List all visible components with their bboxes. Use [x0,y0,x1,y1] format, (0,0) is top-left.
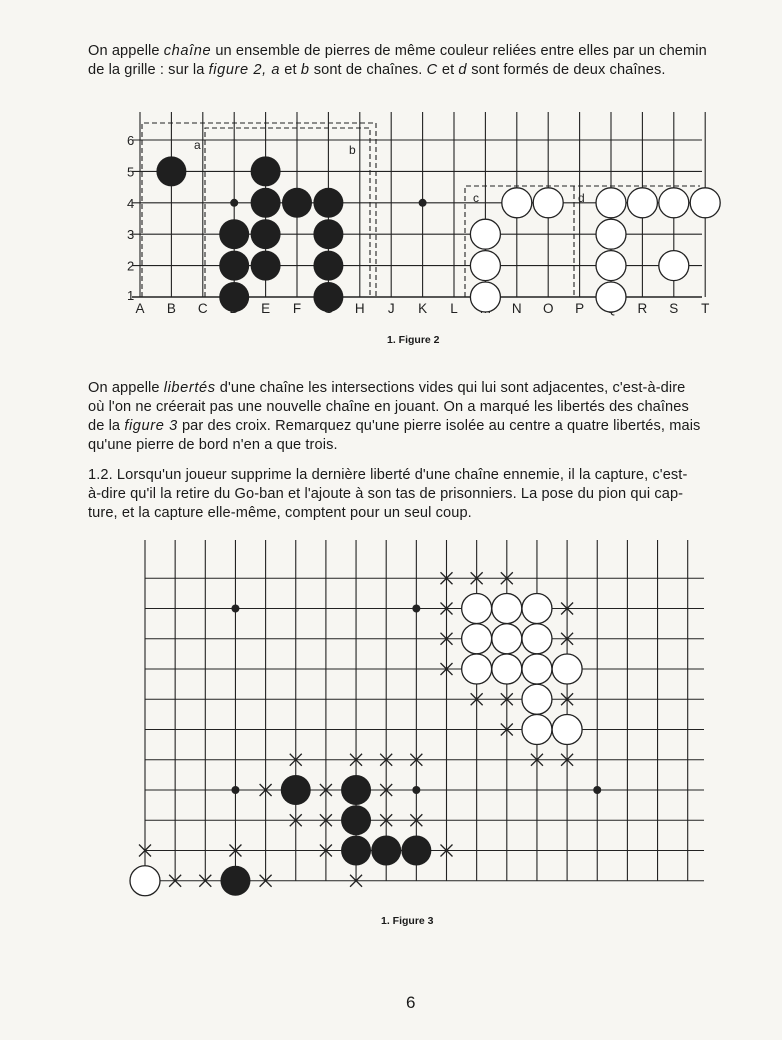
black-stone [220,866,250,896]
row-label: 2 [127,258,135,274]
column-label: R [637,301,648,316]
white-stone [552,654,582,684]
column-label: T [701,301,710,316]
white-stone [552,715,582,745]
black-stone [341,775,371,805]
column-label: H [354,301,365,316]
paragraph-libertes: On appelle libertés d'une chaîne les intersections vides qui lui sont adjacentes, c'est-à-dire où l'on ne créerait pas une nouvelle chaîne en jouant. On a marqué les libertés des chaînes de la figure 3 par des croix. Remarquez qu'une pierre isolée au centre a quatre libertés, mais qu'une pierre de bord n'en a que trois. [88,380,701,453]
group-label-b: b [349,143,356,157]
row-label: 5 [127,164,135,180]
column-label: N [511,301,522,316]
column-label: C [197,301,208,316]
white-stone [130,866,160,896]
column-label: B [166,301,176,316]
column-label: K [418,301,428,316]
row-label: 1 [127,288,135,303]
column-label: P [575,301,585,316]
black-stone [341,836,371,866]
paragraph-chaine: On appelle chaîne un ensemble de pierres de même couleur reliées entre elles par un chemin de la grille : sur la figure 2, a et b sont de chaînes. C et d sont formés de deux chaînes. [88,43,707,78]
hoshi-point [231,605,239,613]
figure-2-caption: 1. Figure 2 [387,334,440,346]
hoshi-point [593,786,601,794]
white-stone [462,624,492,654]
white-stone [492,654,522,684]
black-stone [281,775,311,805]
column-label: E [261,301,271,316]
page-number: 6 [406,993,416,1012]
white-stone [522,715,552,745]
column-label: A [135,301,145,316]
column-label: J [387,301,395,316]
row-label: 6 [127,133,135,148]
black-stone [401,836,431,866]
paragraph-capture: 1.2. Lorsqu'un joueur supprime la dernière liberté d'une chaîne ennemie, il la capture, c'est- à-dire qu'il la retire du Go-ban et l'ajoute à son tas de prisonniers. La pose du pion qui cap- ture, et la capture elle-même, comptent pour un seul coup. [88,467,688,521]
white-stone [522,654,552,684]
row-label: 4 [127,195,135,211]
group-label-a: a [194,138,201,152]
white-stone [522,594,552,624]
black-stone [341,805,371,835]
column-label: F [292,301,302,316]
white-stone [492,594,522,624]
group-label-c: c [473,191,479,205]
white-stone [522,684,552,714]
column-label: S [669,301,679,316]
row-label: 3 [127,227,135,243]
hoshi-point [412,605,420,613]
white-stone [492,624,522,654]
hoshi-point [231,786,239,794]
column-label: L [450,301,458,316]
figure-3-caption: 1. Figure 3 [381,915,434,927]
group-label-d: d [578,191,585,205]
hoshi-point [412,786,420,794]
white-stone [462,654,492,684]
white-stone [522,624,552,654]
column-label: O [542,301,554,316]
black-stone [371,836,401,866]
white-stone [462,594,492,624]
